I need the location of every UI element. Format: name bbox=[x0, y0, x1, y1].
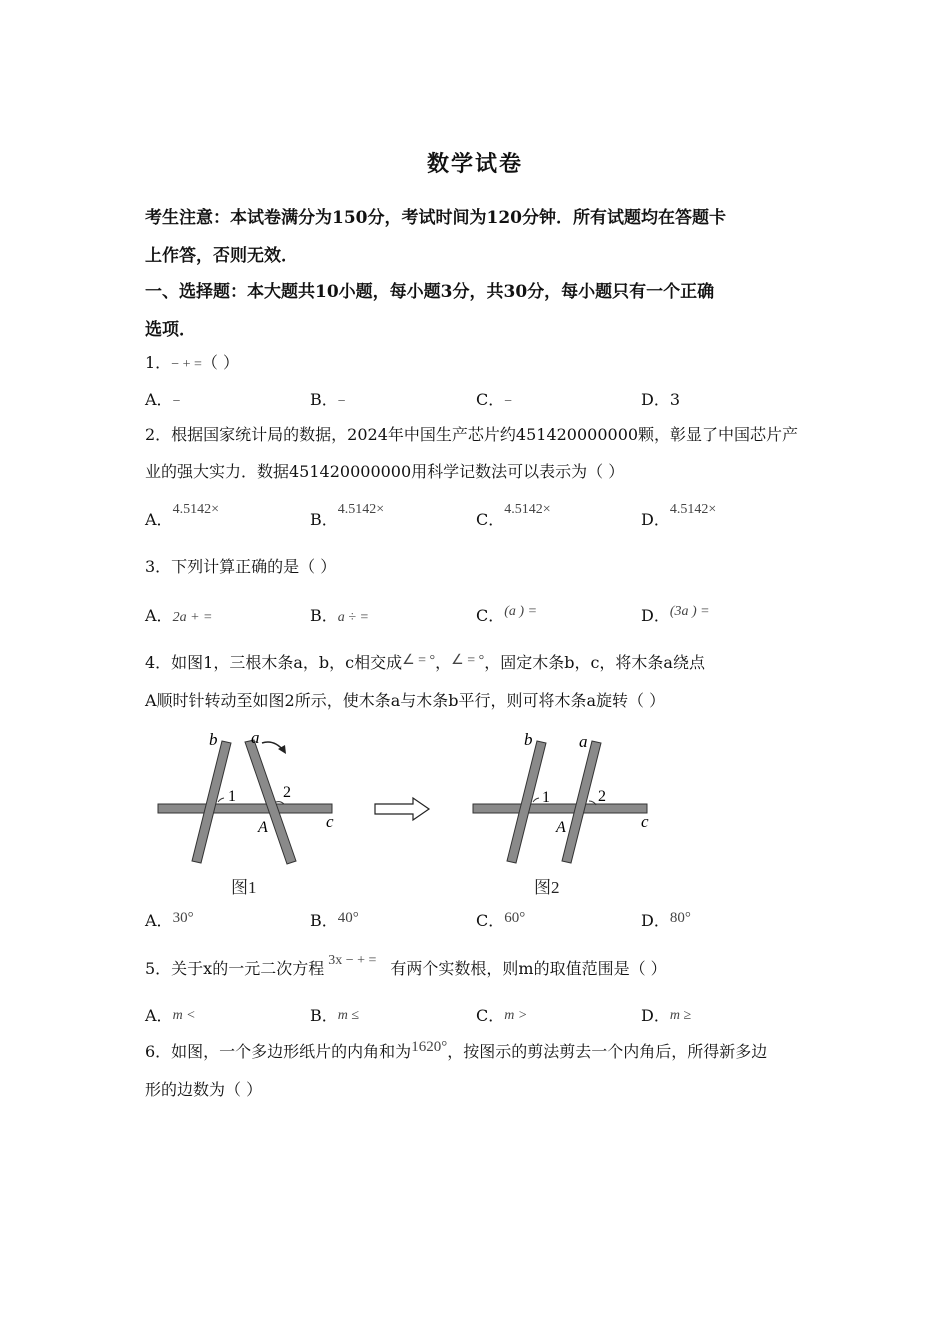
bar-c bbox=[473, 804, 647, 813]
label-c: c bbox=[641, 812, 649, 831]
q4-option-b[interactable] bbox=[310, 910, 359, 933]
q2-option-b[interactable] bbox=[310, 502, 385, 533]
q2-line-1: 2．根据国家统计局的数据，2024年中国生产芯片约451420000000颗，彰显了中国芯片产 bbox=[145, 425, 799, 444]
option-math: m ≤ bbox=[337, 1008, 360, 1023]
label-b: b bbox=[209, 730, 218, 749]
q5-option-c[interactable] bbox=[476, 1005, 527, 1029]
bar-a bbox=[562, 741, 601, 863]
q3-option-c[interactable] bbox=[476, 605, 537, 629]
option-math: (3a ) = bbox=[669, 604, 710, 619]
label-point-A: A bbox=[556, 819, 566, 836]
notice-line-2: 上作答，否则无效． bbox=[145, 246, 298, 266]
figure-1-caption: 图1 bbox=[231, 878, 257, 897]
q1-option-a[interactable] bbox=[145, 389, 180, 413]
option-math: − bbox=[337, 394, 346, 409]
option-label: D． bbox=[641, 510, 670, 529]
q2-option-d[interactable] bbox=[641, 502, 717, 533]
option-label: C． bbox=[476, 1006, 505, 1025]
label-point-A: A bbox=[258, 819, 268, 836]
option-label: A． bbox=[145, 1006, 173, 1025]
option-math: 4.5142× bbox=[172, 502, 219, 517]
label-angle-2: 2 bbox=[598, 788, 606, 805]
q5-option-a[interactable] bbox=[145, 1005, 196, 1029]
option-label: B． bbox=[310, 911, 338, 930]
option-label: D． bbox=[641, 390, 670, 409]
q5-text-a: 5．关于x的一元二次方程 bbox=[145, 959, 325, 978]
q1-option-c[interactable] bbox=[476, 389, 512, 413]
option-label: D． bbox=[641, 606, 670, 625]
option-math: 2a + = bbox=[172, 610, 213, 625]
q4-text-b: ，固定木条b，c，将木条a绕点 bbox=[484, 653, 705, 672]
q3-option-a[interactable] bbox=[145, 605, 212, 629]
option-math: 4.5142× bbox=[669, 502, 717, 517]
option-label: A． bbox=[145, 606, 173, 625]
q4-option-c[interactable] bbox=[476, 910, 525, 933]
option-math: 30° bbox=[172, 910, 194, 926]
label-angle-1: 1 bbox=[542, 789, 550, 806]
option-label: B． bbox=[310, 1006, 338, 1025]
option-math: − bbox=[504, 394, 513, 409]
option-label: A． bbox=[145, 911, 173, 930]
label-a: a bbox=[251, 728, 260, 747]
q1-option-b[interactable] bbox=[310, 389, 346, 413]
bar-c bbox=[158, 804, 332, 813]
angle-1-arc bbox=[533, 798, 539, 802]
option-label: A． bbox=[145, 510, 173, 529]
option-label: A． bbox=[145, 390, 173, 409]
figure-1 bbox=[150, 725, 350, 870]
label-angle-2: 2 bbox=[283, 784, 291, 801]
option-math: 4.5142× bbox=[337, 502, 385, 517]
q5-stem bbox=[145, 953, 667, 982]
label-c: c bbox=[326, 812, 334, 831]
q3-option-b[interactable] bbox=[310, 605, 369, 629]
q3-stem: 3．下列计算正确的是（ ） bbox=[145, 557, 337, 576]
option-math: 4.5142× bbox=[504, 502, 551, 517]
bar-a bbox=[245, 740, 296, 864]
q6-angle-sum: 1620° bbox=[411, 1039, 448, 1055]
option-math: 40° bbox=[337, 910, 359, 926]
option-math: a ÷ = bbox=[337, 610, 369, 625]
q4-sep: ， bbox=[435, 653, 452, 672]
option-label: D． bbox=[641, 911, 670, 930]
q1-option-d[interactable] bbox=[641, 389, 680, 411]
option-label: C． bbox=[476, 510, 505, 529]
q6-text-b: ，按图示的剪法剪去一个内角后，所得新多边 bbox=[447, 1042, 768, 1061]
option-label: B． bbox=[310, 510, 338, 529]
q1-number: 1． bbox=[145, 353, 172, 372]
option-text: 3 bbox=[669, 390, 681, 409]
q6-text-a: 6．如图，一个多边形纸片的内角和为 bbox=[145, 1042, 412, 1061]
option-math: m ≥ bbox=[669, 1008, 692, 1023]
q3-option-d[interactable] bbox=[641, 605, 710, 629]
transition-arrow-icon bbox=[373, 796, 433, 822]
page-title: 数学试卷 bbox=[426, 151, 523, 177]
q1-math: − + = bbox=[171, 357, 202, 372]
option-label: C． bbox=[476, 390, 505, 409]
q4-option-a[interactable] bbox=[145, 910, 194, 933]
option-math: m > bbox=[504, 1008, 528, 1023]
q2-option-c[interactable] bbox=[476, 502, 551, 533]
q6-line-1 bbox=[145, 1041, 767, 1064]
q2-option-a[interactable] bbox=[145, 502, 219, 533]
q5-equation: 3x − + = bbox=[328, 953, 377, 968]
option-label: C． bbox=[476, 911, 505, 930]
label-a: a bbox=[579, 732, 588, 751]
option-math: 80° bbox=[669, 910, 691, 926]
question-1 bbox=[145, 352, 239, 376]
option-math: (a ) = bbox=[504, 604, 538, 619]
option-label: C． bbox=[476, 606, 505, 625]
q4-angle-2-math: ∠ = ° bbox=[451, 653, 485, 668]
notice-line-1: 考生注意：本试卷满分为150分，考试时间为120分钟．所有试题均在答题卡 bbox=[145, 208, 726, 228]
option-label: B． bbox=[310, 390, 338, 409]
section-heading-line-2: 选项． bbox=[145, 320, 196, 340]
option-math: m < bbox=[172, 1008, 196, 1023]
option-label: B． bbox=[310, 606, 338, 625]
option-label: D． bbox=[641, 1006, 670, 1025]
q4-angle-1-math: ∠ = ° bbox=[402, 653, 436, 668]
figure-2-caption: 图2 bbox=[534, 878, 560, 897]
q4-line-1 bbox=[145, 652, 705, 676]
q4-line-2: A顺时针转动至如图2所示，使木条a与木条b平行，则可将木条a旋转（ ） bbox=[145, 691, 666, 710]
q4-text-a: 4．如图1，三根木条a，b，c相交成 bbox=[145, 653, 403, 672]
label-b: b bbox=[524, 730, 533, 749]
q5-text-b: 有两个实数根，则m的取值范围是（ ） bbox=[390, 959, 667, 978]
q5-option-b[interactable] bbox=[310, 1005, 359, 1029]
q2-line-2: 业的强大实力．数据451420000000用科学记数法可以表示为（ ） bbox=[145, 462, 625, 481]
q1-paren: （ ） bbox=[201, 353, 239, 372]
figure-2 bbox=[465, 725, 665, 870]
bar-b bbox=[192, 741, 231, 863]
q6-line-2: 形的边数为（ ） bbox=[145, 1080, 263, 1099]
bar-b bbox=[507, 741, 546, 863]
angle-1-arc bbox=[218, 798, 224, 802]
q4-option-d[interactable] bbox=[641, 910, 691, 933]
option-math: − bbox=[172, 394, 181, 409]
section-heading-line-1: 一、选择题：本大题共10小题，每小题3分，共30分，每小题只有一个正确 bbox=[145, 282, 715, 302]
option-math: 60° bbox=[504, 910, 526, 926]
q5-option-d[interactable] bbox=[641, 1005, 691, 1029]
label-angle-1: 1 bbox=[228, 788, 236, 805]
